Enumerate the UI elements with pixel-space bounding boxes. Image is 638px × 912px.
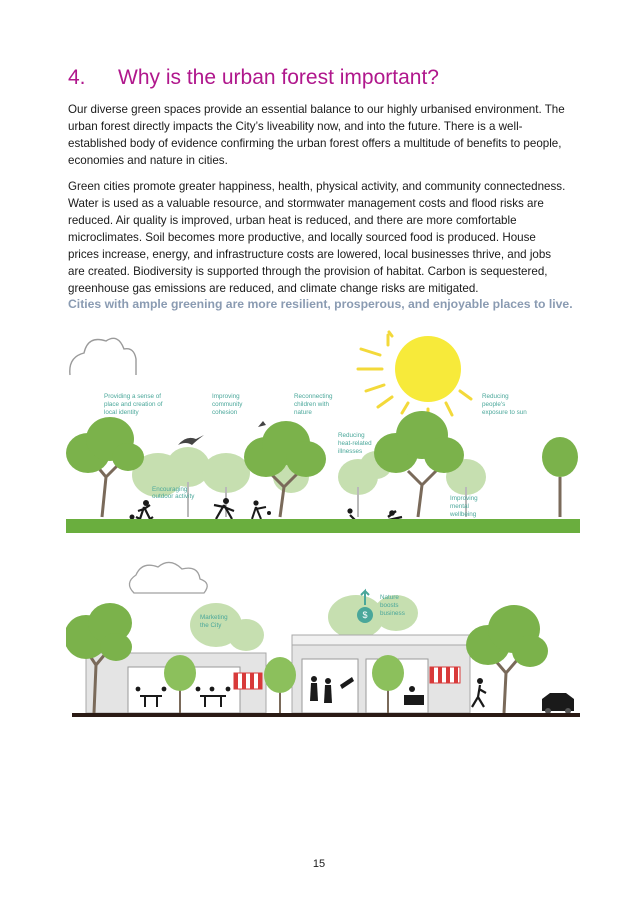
intro-paragraph: Our diverse green spaces provide an essential balance to our highly urbanised environment. The urban forest directly impacts the City’s liveability now, and into the future. There is a well-established body of evidence confirming the urban forest offers a multitude of benefits to people, economies and nature in cities. (68, 103, 565, 167)
label-community-line2: community (212, 401, 243, 408)
page-number: 15 (312, 858, 326, 870)
label-business-line3: business (380, 610, 405, 617)
cloud-icon (70, 338, 136, 375)
awning-right (430, 667, 460, 683)
label-community-line1: Improving (212, 393, 240, 400)
section-heading (68, 66, 439, 90)
streetscape-illustration (66, 555, 580, 720)
section-number: 4. (68, 66, 86, 89)
label-place-line2: place and creation of (104, 401, 163, 408)
tree-mid-2 (264, 657, 296, 713)
callout-text: Cities with ample greening are more resilient, prosperous, and enjoyable places to live. (68, 297, 573, 311)
awning-left (234, 673, 262, 689)
child-playing-icon (252, 500, 271, 519)
label-outdoor-line1: Encouraging (152, 486, 188, 493)
section-title: Why is the urban forest important? (118, 66, 439, 89)
park-benefits-illustration (66, 327, 580, 539)
label-heat-line3: illnesses (338, 448, 363, 455)
car-icon (542, 693, 574, 714)
sun-icon (358, 332, 471, 425)
label-children-line3: nature (294, 409, 312, 416)
dollar-symbol: $ (362, 610, 368, 620)
label-sun-line2: people's (482, 401, 506, 408)
label-sun-line3: exposure to sun (482, 409, 527, 416)
label-place-line3: local identity (104, 409, 139, 416)
label-mental-line3: wellbeing (450, 511, 477, 518)
label-children-line1: Reconnecting (294, 393, 333, 400)
label-place-line1: Providing a sense of (104, 393, 162, 400)
label-outdoor-line2: outdoor activity (152, 493, 195, 500)
tree-left (66, 417, 144, 517)
label-mental-line2: mental (450, 503, 469, 510)
label-heat-line1: Reducing (338, 432, 365, 439)
bird-icon (258, 421, 266, 427)
label-marketing-line2: the City (200, 622, 222, 629)
bird-icon (178, 435, 204, 445)
label-sun-line1: Reducing (482, 393, 509, 400)
tree-far-right (542, 437, 578, 517)
pedestrian-icon (472, 678, 486, 707)
label-heat-line2: heat-related (338, 440, 372, 447)
label-children-line2: children with (294, 401, 329, 408)
road-line (72, 713, 580, 717)
grass-ground (66, 519, 580, 533)
person-running-icon (130, 500, 154, 520)
label-business-line2: boosts (380, 602, 399, 609)
benefits-paragraph: Green cities promote greater happiness, health, physical activity, and community connectedness. Water is used as a valuable resource, and stormwater management costs and flood risks are reduced. Air quality is improved, urban heat is reduced, and there are more comfortable microclimates. Soil becomes more productive, and locally sourced food is produced. House prices increase, energy, and infrastructure costs are lowered, local businesses thrive, and jobs are created. Biodiversity is supported through the provision of habitat. Carbon is sequestered, greenhouse gas emissions are reduced, and climate change risks are mitigated. (68, 180, 566, 295)
label-business-line1: Nature (380, 594, 399, 601)
label-marketing-line1: Marketing (200, 614, 228, 621)
cloud-icon (129, 562, 207, 593)
person-playing-icon (214, 498, 234, 519)
label-community-line3: cohesion (212, 409, 238, 416)
label-mental-line1: Improving (450, 495, 478, 502)
